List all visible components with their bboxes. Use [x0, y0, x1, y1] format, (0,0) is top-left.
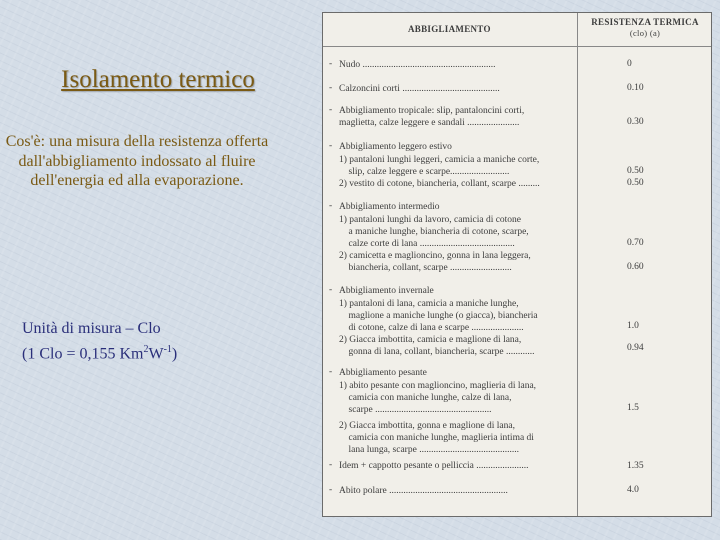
table-row: Nudo ........................................................: [339, 60, 496, 70]
table-row: Abbigliamento intermedio: [339, 202, 440, 212]
unit-prefix: (1 Clo = 0,155 Km: [22, 345, 144, 363]
row-value: 0.60: [627, 262, 644, 272]
row-value: 0.50: [627, 178, 644, 188]
table-row: 2) Giacca imbottita, gonna e maglione di lana, camicia con maniche lunghe, maglieria intima di lana lunga, scarpe ..........................................: [339, 421, 534, 455]
row-dash: -: [329, 201, 333, 211]
table-row: 2) Giacca imbottita, camicia e maglione di lana, gonna di lana, collant, biancheria, scarpe ............: [339, 335, 535, 357]
table-row: 1) pantaloni lunghi leggeri, camicia a maniche corte, slip, calze leggere e scarpe.........................: [339, 155, 540, 177]
row-dash: -: [329, 59, 333, 69]
row-value: 0.94: [627, 343, 644, 353]
table-row: 2) camicetta e maglioncino, gonna in lana leggera, biancheria, collant, scarpe ..........................: [339, 251, 531, 273]
row-dash: -: [329, 367, 333, 377]
row-value: 0.50: [627, 166, 644, 176]
row-value: 4.0: [627, 485, 639, 495]
unit-block: [22, 318, 312, 364]
row-dash: -: [329, 460, 333, 470]
table-row: 2) vestito di cotone, biancheria, collant, scarpe .........: [339, 179, 540, 189]
unit-line-2: [22, 339, 312, 364]
row-value: 1.0: [627, 321, 639, 331]
table-row: 1) pantaloni di lana, camicia a maniche lunghe, maglione a maniche lunghe (o giacca), biancheria di cotone, calze di lana e scarpe ......................: [339, 299, 538, 333]
header-unit: (clo) (a): [629, 28, 661, 38]
row-dash: -: [329, 485, 333, 495]
table-row: Abbigliamento invernale: [339, 286, 434, 296]
unit-suffix: ): [171, 345, 178, 363]
row-value: 0.70: [627, 238, 644, 248]
header-thermal-resistance-label: RESISTENZA TERMICA: [591, 17, 699, 27]
table-row: Idem + cappotto pesante o pelliccia ......................: [339, 461, 529, 471]
column-divider: [577, 13, 578, 516]
unit-sup-2: -1: [163, 344, 172, 355]
header-divider: [323, 46, 711, 47]
definition-text: Cos'è: una misura della resistenza offerta dall'abbigliamento indossato al fluire dell'energia ed alla evaporazione.: [5, 133, 269, 189]
slide-title: Isolamento termico: [61, 66, 255, 93]
row-value: 0: [627, 59, 632, 69]
table-row: Calzoncini corti .........................................: [339, 84, 500, 94]
header-clothing: ABBIGLIAMENTO: [408, 24, 491, 34]
table-row: Abbigliamento leggero estivo: [339, 142, 452, 152]
header-thermal-resistance: [581, 17, 709, 39]
row-value: 1.35: [627, 461, 644, 471]
table-row: Abbigliamento tropicale: slip, pantaloncini corti, maglietta, calze leggere e sandali ......................: [339, 106, 525, 128]
row-dash: -: [329, 285, 333, 295]
unit-mid: W: [148, 345, 164, 363]
unit-line-1: Unità di misura – Clo: [22, 320, 161, 337]
row-value: 1.5: [627, 403, 639, 413]
table-row: 1) pantaloni lunghi da lavoro, camicia di cotone a maniche lunghe, biancheria di cotone, scarpe, calze corte di lana ........................................: [339, 215, 529, 249]
table-row: 1) abito pesante con maglioncino, maglieria di lana, camicia con maniche lunghe, calze di lana, scarpe .................................................: [339, 381, 537, 415]
table-row: Abito polare ..................................................: [339, 486, 508, 496]
row-value: 0.10: [627, 83, 644, 93]
table-row: Abbigliamento pesante: [339, 368, 427, 378]
row-dash: -: [329, 141, 333, 151]
row-dash: -: [329, 83, 333, 93]
clothing-insulation-table: [322, 12, 712, 517]
row-value: 0.30: [627, 117, 644, 127]
unit-sup-1: 2: [143, 344, 149, 355]
row-dash: -: [329, 105, 333, 115]
